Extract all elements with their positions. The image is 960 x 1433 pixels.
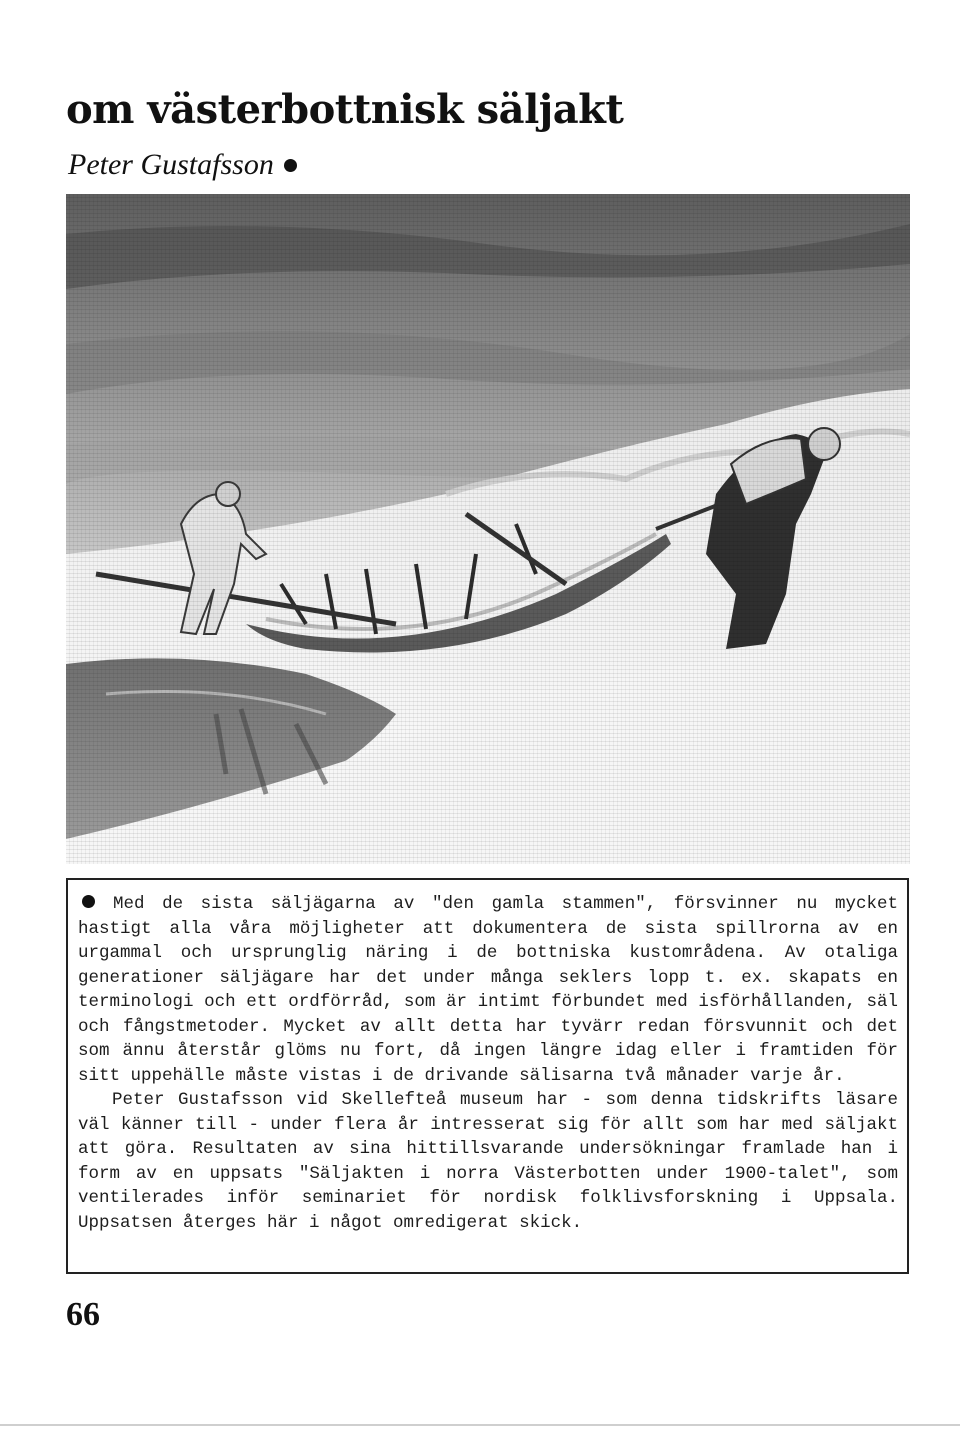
author-byline — [68, 148, 297, 182]
article-title: om västerbottnisk säljakt — [66, 86, 624, 133]
bullet-icon — [82, 895, 95, 908]
bullet-icon — [284, 159, 297, 172]
author-name: Peter Gustafsson — [68, 148, 274, 181]
page-number: 66 — [66, 1296, 100, 1333]
abstract-paragraph-1-text: Med de sista säljägarna av "den gamla stammen", försvinner nu mycket hastigt alla våra möjligheter att dokumentera de sista spillrorna av en urgammal och ursprunglig näring i de bottniska kustområdena. Av otaliga generationer säljägare har det under många seklers lopp t. ex. skapats en terminologi och ett ordförråd, som är intimt förbundet med isförhållanden, säl och fångstmetoder. Mycket av allt detta har tyvärr redan försvunnit och det som ännu återstår glöms nu fort, då ingen längre idag eller i framtiden för sitt uppehälle måste vistas i de drivande sälisarna två månader varje år. — [78, 894, 898, 1086]
article-photo — [66, 194, 910, 864]
abstract — [78, 892, 898, 1235]
scan-edge-line — [0, 1424, 960, 1426]
abstract-paragraph-1 — [78, 892, 898, 1088]
abstract-paragraph-2: Peter Gustafsson vid Skellefteå museum har - som denna tidskrifts läsare väl känner till - under flera år intresserat sig för allt som har med säljakt att göra. Resultaten av sina hittillsvarande undersökningar framlade han i form av en uppsats "Säljakten i norra Västerbotten under 1900-talet", som ventilerades inför seminariet för nordisk folklivsforskning i Uppsala. Uppsatsen återges här i något omredigerat skick. — [78, 1090, 898, 1233]
seal-hunting-photo-illustration — [66, 194, 910, 864]
